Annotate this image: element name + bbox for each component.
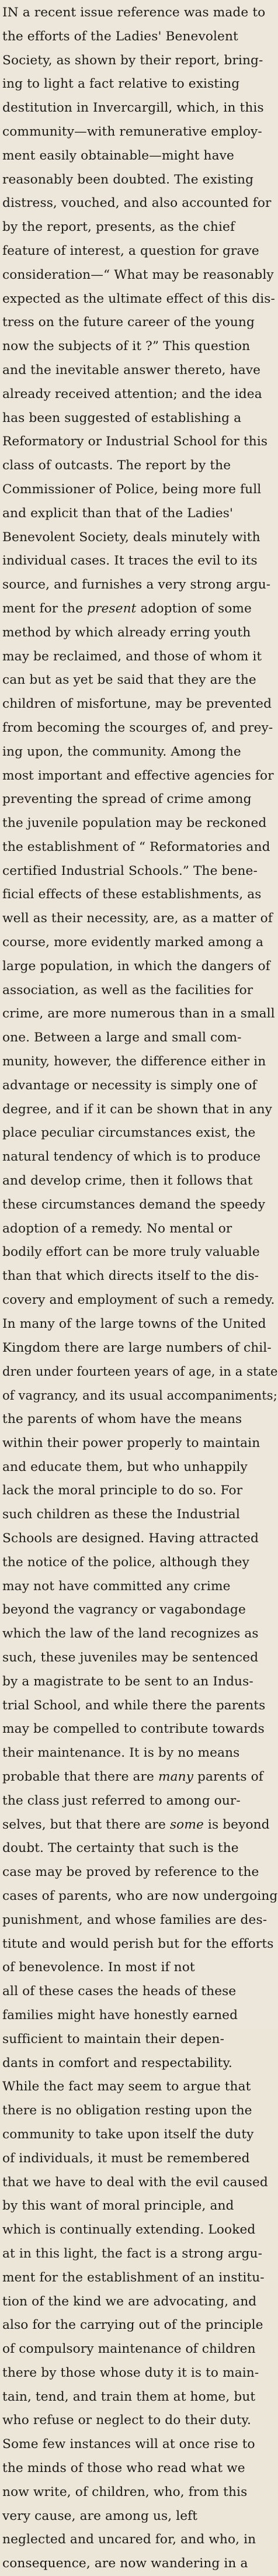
article-line: Benevolent Society, deals minutely with	[2, 529, 260, 545]
article-line: degree, and if it can be shown that in any	[2, 1102, 272, 1117]
article-line: and educate them, but who unhappily	[2, 1459, 248, 1474]
article-line: may be compelled to contribute towards	[2, 1722, 265, 1737]
article-line: destitution in Invercargill, which, in this	[2, 101, 264, 116]
article-line: families might have honestly earned	[2, 2007, 238, 2023]
article-line: ment easily obtainable—might have	[2, 148, 234, 163]
article-line: Society, as shown by their report, bring-	[2, 53, 263, 68]
article-line: ment for the present adoption of some	[2, 601, 252, 616]
article-line: course, more evidently marked among a	[2, 935, 264, 950]
article-line: consequence, are now wandering in a	[2, 2556, 248, 2571]
article-line: already received attention; and the idea	[2, 386, 262, 401]
article-line: these circumstances demand the speedy	[2, 1197, 266, 1212]
article-line: community to take upon itself the duty	[2, 2127, 254, 2142]
article-line: who refuse or neglect to do their duty.	[2, 2413, 252, 2428]
article-line: individual cases. It traces the evil to its	[2, 553, 258, 569]
article-line: source, and furnishes a very strong argu-	[2, 577, 271, 593]
article-line: large population, in which the dangers of	[2, 958, 270, 974]
article-line: there by those whose duty it is to main-	[2, 2365, 259, 2380]
article-line: feature of interest, a question for grave	[2, 243, 259, 258]
article-line: which the law of the land recognizes as	[2, 1626, 259, 1642]
article-line: lack the moral principle to do so. For	[2, 1483, 243, 1498]
article-line: by a magistrate to be sent to an Indus-	[2, 1674, 253, 1689]
article-line: trial School, and while there the parents	[2, 1698, 266, 1713]
article-line: by the report, presents, as the chief	[2, 220, 235, 235]
article-line: bodily effort can be more truly valuable	[2, 1245, 260, 1260]
article-line: punishment, and whose families are des-	[2, 1912, 267, 1927]
article-line: all of these cases the heads of these	[2, 1984, 237, 1999]
article-line: IN a recent issue reference was made to	[2, 5, 266, 20]
article-line: case may be proved by reference to the	[2, 1865, 259, 1880]
article-line: cases of parents, who are now undergoing	[2, 1888, 278, 1903]
article-line: also for the carrying out of the principle	[2, 2318, 263, 2333]
article-line: such children as these the Industrial	[2, 1507, 240, 1522]
article-line: may be reclaimed, and those of whom it	[2, 649, 262, 664]
article-line: covery and employment of such a remedy.	[2, 1293, 275, 1308]
article-line: which is continually extending. Looked	[2, 2222, 256, 2238]
article-line: In many of the large towns of the United	[2, 1316, 266, 1331]
article-line: the parents of whom have the means	[2, 1412, 242, 1427]
article-line: beyond the vagrancy or vagabondage	[2, 1602, 246, 1618]
article-line: by this want of moral principle, and	[2, 2198, 234, 2214]
article-line: sufficient to maintain their depen-	[2, 2031, 225, 2047]
article-line: Kingdom there are large numbers of chil-	[2, 1340, 272, 1355]
article-line: community—with remunerative employ-	[2, 124, 262, 139]
article-line: distress, vouched, and also accounted for	[2, 196, 272, 211]
article-line: tain, tend, and train them at home, but	[2, 2389, 256, 2404]
article-line: the notice of the police, although they	[2, 1554, 249, 1570]
article-line: place peculiar circumstances exist, the	[2, 1126, 256, 1141]
article-line: may not have committed any crime	[2, 1578, 231, 1594]
article-line: can but as yet be said that they are the	[2, 673, 256, 688]
article-line: of vagrancy, and its usual accompaniments;	[2, 1388, 277, 1403]
article-line: doubt. The certainty that such is the	[2, 1841, 239, 1856]
article-line: the minds of those who read what we	[2, 2461, 245, 2476]
article-line: ment for the establishment of an institu-	[2, 2270, 265, 2285]
article-line: very cause, are among us, left	[2, 2508, 198, 2523]
article-line: and the inevitable answer thereto, have	[2, 362, 261, 378]
article-line: consideration—“ What may be reasonably	[2, 267, 274, 282]
article-line: most important and effective agencies for	[2, 768, 274, 783]
article-line: of compulsory maintenance of children	[2, 2342, 256, 2357]
article-column	[2, 1, 278, 2576]
article-line: now the subjects of it ?” This question	[2, 339, 251, 354]
article-line: titute and would perish but for the efforts	[2, 1936, 274, 1951]
article-line: ficial effects of these establishments, as	[2, 887, 262, 902]
article-line: neglected and uncared for, and who, in	[2, 2532, 256, 2547]
article-line: and develop crime, then it follows that	[2, 1173, 253, 1189]
article-line: that we have to deal with the evil caused	[2, 2175, 268, 2190]
article-line: within their power properly to maintain	[2, 1435, 260, 1450]
article-line: one. Between a large and small com-	[2, 1030, 242, 1045]
article-line: such, these juveniles may be sentenced	[2, 1650, 259, 1665]
article-line: natural tendency of which is to produce	[2, 1149, 261, 1165]
article-line: method by which already erring youth	[2, 625, 251, 640]
article-line: reasonably been doubted. The existing	[2, 172, 254, 187]
article-line: expected as the ultimate effect of this dis-	[2, 291, 275, 306]
article-line: has been suggested of establishing a	[2, 410, 242, 425]
article-line: preventing the spread of crime among	[2, 792, 252, 807]
article-line: the efforts of the Ladies' Benevolent	[2, 29, 238, 44]
article-line: certified Industrial Schools.” The bene-	[2, 863, 258, 878]
article-line: Reformatory or Industrial School for this	[2, 434, 268, 449]
article-line: at in this light, the fact is a strong argu-	[2, 2246, 263, 2261]
article-line: selves, but that there are some is beyond	[2, 1817, 270, 1832]
article-line: dren under fourteen years of age, in a state	[2, 1364, 278, 1379]
article-line: probable that there are many parents of	[2, 1769, 263, 1784]
article-line: the juvenile population may be reckoned	[2, 816, 267, 831]
article-line: Some few instances will at once rise to	[2, 2437, 255, 2452]
article-line: ing to light a fact relative to existing	[2, 77, 240, 92]
article-line: adoption of a remedy. No mental or	[2, 1221, 232, 1236]
article-line: Commissioner of Police, being more full	[2, 482, 262, 497]
article-line: Schools are designed. Having attracted	[2, 1531, 259, 1546]
article-line: of benevolence. In most if not	[2, 1960, 195, 1975]
article-line: crime, are more numerous than in a small	[2, 1006, 275, 1022]
article-line: there is no obligation resting upon the	[2, 2103, 252, 2118]
article-line: from becoming the scourges of, and prey-	[2, 720, 273, 735]
article-line: the establishment of “ Reformatories and	[2, 839, 270, 854]
article-line: well as their necessity, are, as a matter of	[2, 911, 273, 926]
article-line: class of outcasts. The report by the	[2, 458, 231, 473]
article-line: advantage or necessity is simply one of	[2, 1078, 257, 1093]
article-line: now write, of children, who, from this	[2, 2484, 248, 2499]
article-line: and explicit than that of the Ladies'	[2, 505, 234, 521]
article-line: the class just referred to among our-	[2, 1793, 241, 1808]
article-line: than that which directs itself to the dis-	[2, 1269, 259, 1284]
article-line: association, as well as the facilities for	[2, 982, 253, 998]
article-line: munity, however, the difference either in	[2, 1054, 266, 1069]
article-line: tress on the future career of the young	[2, 315, 255, 330]
article-line: children of misfortune, may be prevented	[2, 697, 272, 712]
article-line: ing upon, the community. Among the	[2, 744, 241, 759]
article-line: their maintenance. It is by no means	[2, 1746, 240, 1761]
article-line: While the fact may seem to argue that	[2, 2079, 251, 2094]
article-line: of individuals, it must be remembered	[2, 2151, 250, 2166]
article-line: tion of the kind we are advocating, and	[2, 2294, 257, 2309]
article-line: dants in comfort and respectability.	[2, 2055, 232, 2071]
